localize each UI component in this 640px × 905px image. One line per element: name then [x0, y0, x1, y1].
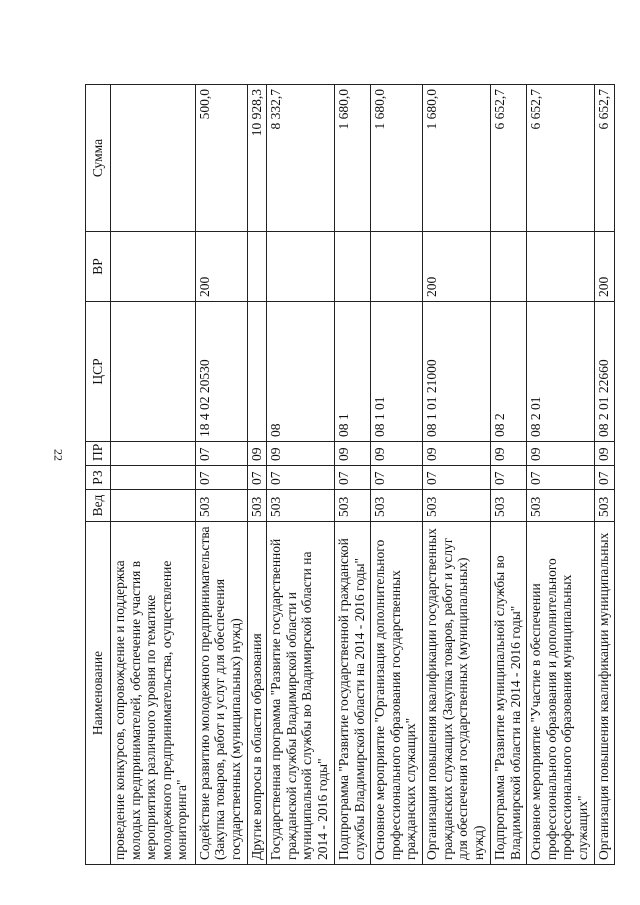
header-vr: ВР	[86, 232, 111, 302]
table-row	[267, 85, 335, 865]
header-row	[86, 85, 111, 865]
cell-sum: 10 928,3	[247, 85, 266, 232]
cell-ved: 503	[335, 490, 371, 522]
table-row	[195, 85, 247, 865]
table-row	[371, 85, 423, 865]
cell-name: Организация повышения квалификации государственных гражданских служащих (Закупка товаров, работ и услуг для обеспечения государственных (муниципальных) нужд)	[423, 522, 491, 865]
cell-rz: 07	[423, 466, 491, 490]
cell-sum	[111, 85, 196, 232]
cell-ved: 503	[423, 490, 491, 522]
header-sum: Сумма	[86, 85, 111, 232]
cell-vr	[335, 232, 371, 302]
cell-csr: 08 1 01 21000	[423, 302, 491, 442]
cell-ved: 503	[491, 490, 527, 522]
cell-sum: 8 332,7	[267, 85, 335, 232]
cell-vr: 200	[595, 232, 615, 302]
cell-sum: 6 652,7	[491, 85, 527, 232]
cell-vr	[491, 232, 527, 302]
cell-name: Подпрограмма "Развитие государственной гражданской службы Владимирской области на 2014 - 2016 годы"	[335, 522, 371, 865]
table-row	[527, 85, 595, 865]
header-ved: Вед	[86, 490, 111, 522]
cell-vr	[371, 232, 423, 302]
cell-name: Содействие развитию молодежного предпринимательства (Закупка товаров, работ и услуг для обеспечения государственных (муниципальных) нужд)	[195, 522, 247, 865]
cell-name: Подпрограмма "Развитие муниципальной службы во Владимирской области на 2014 - 2016 годы"	[491, 522, 527, 865]
cell-pr: 09	[371, 442, 423, 466]
cell-rz: 07	[195, 466, 247, 490]
cell-sum: 1 680,0	[423, 85, 491, 232]
table-row	[423, 85, 491, 865]
cell-rz: 07	[267, 466, 335, 490]
cell-vr: 200	[195, 232, 247, 302]
header-csr: ЦСР	[86, 302, 111, 442]
table-row	[491, 85, 527, 865]
cell-pr: 09	[423, 442, 491, 466]
cell-ved: 503	[371, 490, 423, 522]
cell-ved: 503	[267, 490, 335, 522]
cell-pr: 07	[195, 442, 247, 466]
cell-sum: 1 680,0	[371, 85, 423, 232]
cell-ved: 503	[247, 490, 266, 522]
cell-name: Государственная программа "Развитие государственной гражданской службы Владимирской области и муниципальной службы во Владимирской области на 2014 - 2016 годы"	[267, 522, 335, 865]
cell-sum: 6 652,7	[595, 85, 615, 232]
cell-ved	[111, 490, 196, 522]
cell-rz: 07	[491, 466, 527, 490]
page-number: 22	[51, 449, 66, 461]
cell-csr: 08 1	[335, 302, 371, 442]
table-row	[247, 85, 266, 865]
cell-pr: 09	[527, 442, 595, 466]
table-row	[595, 85, 615, 865]
cell-csr: 08	[267, 302, 335, 442]
cell-pr: 09	[595, 442, 615, 466]
cell-vr	[247, 232, 266, 302]
cell-pr: 09	[491, 442, 527, 466]
cell-csr: 08 1 01	[371, 302, 423, 442]
cell-vr	[267, 232, 335, 302]
cell-ved: 503	[595, 490, 615, 522]
cell-rz: 07	[595, 466, 615, 490]
cell-name: Организация повышения квалификации муниципальных	[595, 522, 615, 865]
cell-ved: 503	[195, 490, 247, 522]
cell-rz: 07	[527, 466, 595, 490]
cell-vr	[111, 232, 196, 302]
cell-rz: 07	[371, 466, 423, 490]
cell-vr: 200	[423, 232, 491, 302]
cell-pr	[111, 442, 196, 466]
cell-csr: 08 2 01	[527, 302, 595, 442]
cell-rz: 07	[335, 466, 371, 490]
cell-sum: 6 652,7	[527, 85, 595, 232]
cell-name: проведение конкурсов, сопровождение и поддержка молодых предпринимателей, обеспечение участия в мероприятиях различного уровня по тематике молодежного предпринимательства, осуществление мониторинга"	[111, 522, 196, 865]
table-row	[335, 85, 371, 865]
cell-rz	[111, 466, 196, 490]
header-rz: РЗ	[86, 466, 111, 490]
cell-csr: 18 4 02 20530	[195, 302, 247, 442]
header-pr: ПР	[86, 442, 111, 466]
cell-csr	[247, 302, 266, 442]
cell-name: Основное мероприятие "Организация дополнительного профессионального образования государственных гражданских служащих"	[371, 522, 423, 865]
cell-sum: 1 680,0	[335, 85, 371, 232]
cell-pr: 09	[247, 442, 266, 466]
cell-pr: 09	[335, 442, 371, 466]
cell-pr: 09	[267, 442, 335, 466]
cell-vr	[527, 232, 595, 302]
cell-csr: 08 2	[491, 302, 527, 442]
header-name: Наименование	[86, 522, 111, 865]
cell-csr	[111, 302, 196, 442]
cell-csr: 08 2 01 22660	[595, 302, 615, 442]
cell-sum: 500,0	[195, 85, 247, 232]
cell-name: Основное мероприятие "Участие в обеспечении профессионального образования и дополнительного профессионального образования муниципальных служащих"	[527, 522, 595, 865]
budget-table	[85, 84, 615, 865]
cell-ved: 503	[527, 490, 595, 522]
cell-rz: 07	[247, 466, 266, 490]
rotated-table-wrapper	[85, 85, 615, 865]
table-row	[111, 85, 196, 865]
cell-name: Другие вопросы в области образования	[247, 522, 266, 865]
